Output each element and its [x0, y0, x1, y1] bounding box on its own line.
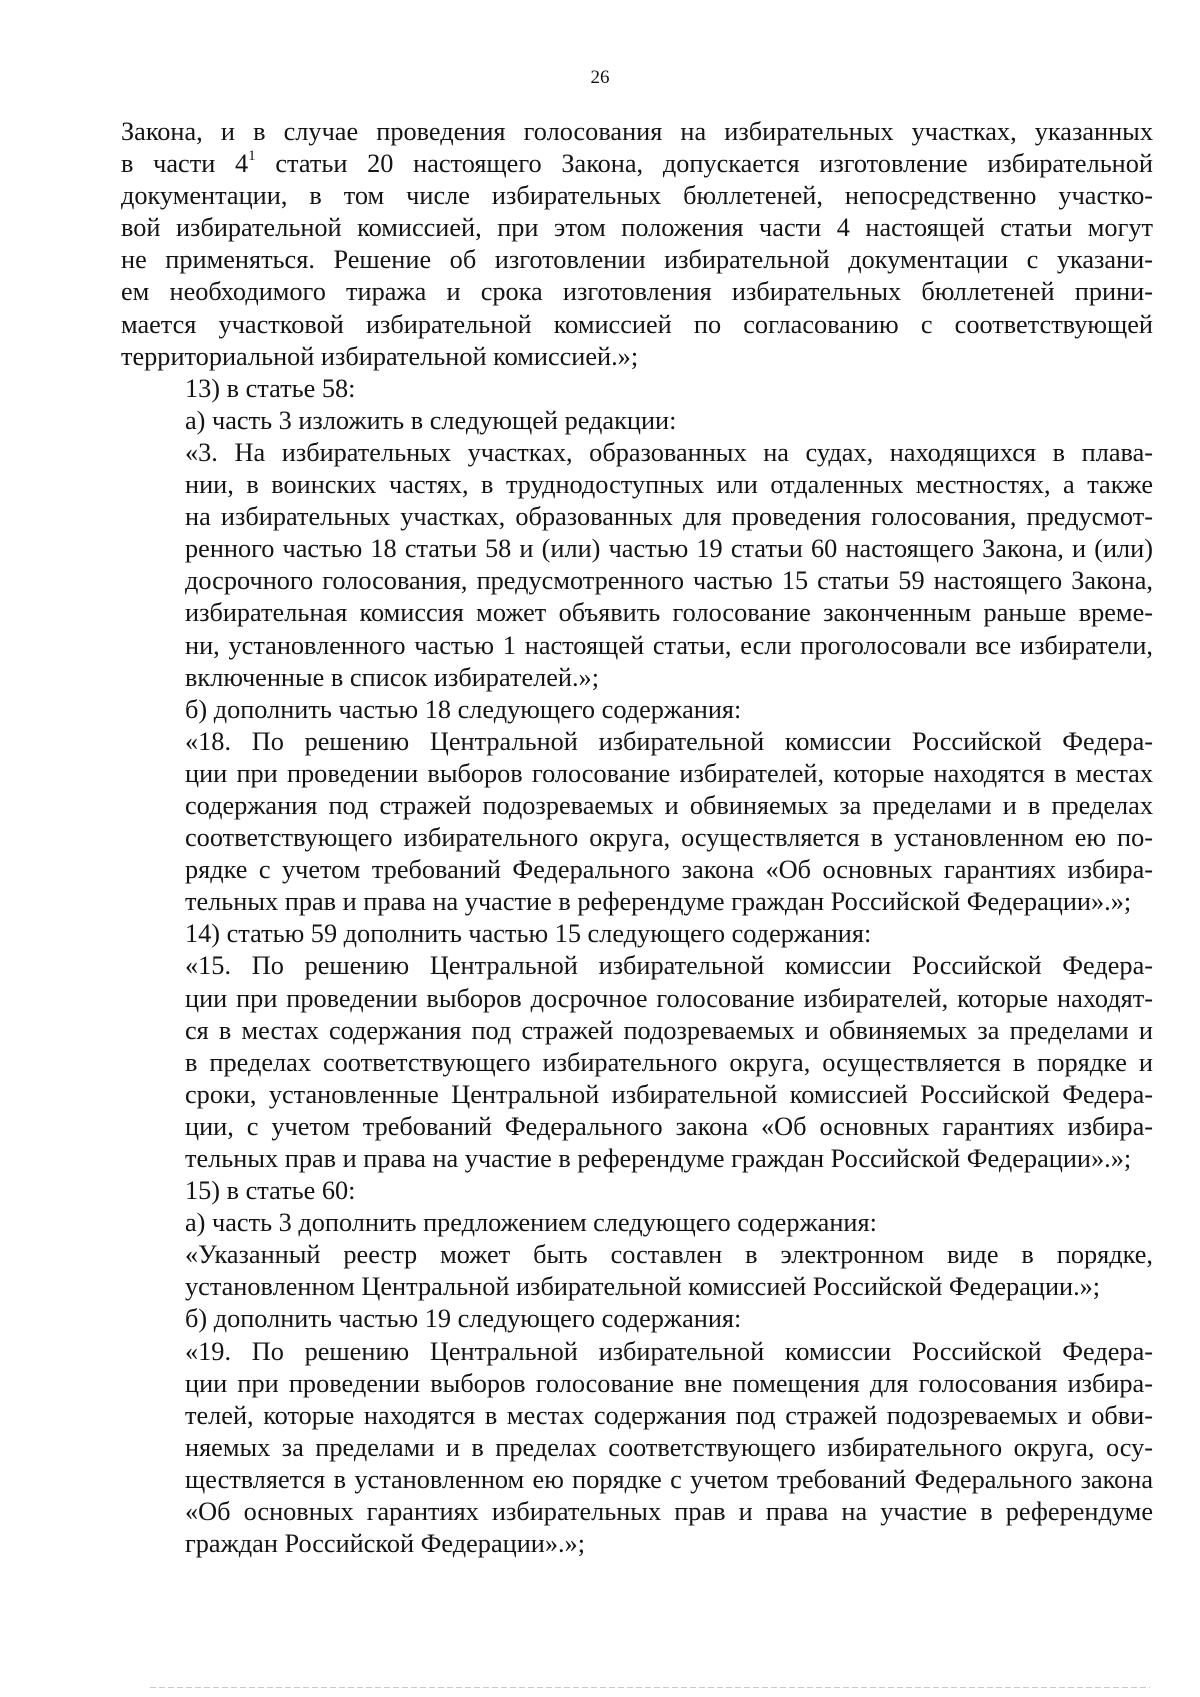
text-line: тельных прав и права на участие в референдуме граждан Российской Федерации».»;	[185, 1144, 1132, 1173]
paragraph-continuation	[121, 116, 1153, 373]
text-line: тельных прав и права на участие в референдуме граждан Российской Федерации».»;	[185, 887, 1132, 917]
text-fragment: статьи 20 настоящего Закона, допускается изготовление избирательной	[275, 149, 1153, 179]
text-line: на избирательных участках, образованных для проведения голосования, предусмот-	[185, 502, 1153, 532]
text-line: избирательная комиссия может объявить голосование законченным раньше време-	[185, 598, 1153, 628]
text-line: сроки, установленные Центральной избирательной комиссией Российской Федера-	[185, 1079, 1153, 1109]
text-line: телей, которые находятся в местах содержания под стражей подозреваемых и обви-	[185, 1400, 1153, 1430]
superscript: 1	[248, 148, 256, 165]
text-fragment: в части 4	[121, 149, 249, 179]
text-line: б) дополнить частью 18 следующего содержания:	[185, 694, 742, 724]
text-line: мается участковой избирательной комиссией по согласованию с соответствующей	[121, 309, 1153, 339]
text-line: б) дополнить частью 19 следующего содержания:	[185, 1304, 742, 1334]
text-line: а) часть 3 изложить в следующей редакции:	[185, 405, 677, 435]
text-line: нии, в воинских частях, в труднодоступных или отдаленных местностях, а также	[185, 470, 1153, 500]
text-line: рядке с учетом требований Федерального закона «Об основных гарантиях избира-	[185, 855, 1153, 885]
text-line: в пределах соответствующего избирательного округа, осуществляется в порядке и	[185, 1047, 1153, 1077]
item-15a-heading	[121, 1207, 1153, 1239]
text-line: документации, в том числе избирательных бюллетеней, непосредственно участко-	[121, 181, 1153, 211]
item-15-heading	[121, 1175, 1153, 1207]
text-line: установленном Центральной избирательной комиссией Российской Федерации.»;	[185, 1272, 1101, 1302]
text-line: 15) в статье 60:	[185, 1176, 356, 1206]
text-line: ции при проведении выборов голосование вне помещения для голосования избира-	[185, 1368, 1153, 1398]
text-line: а) часть 3 дополнить предложением следующего содержания:	[185, 1208, 877, 1238]
text-line: «18. По решению Центральной избирательной комиссии Российской Федера-	[185, 726, 1153, 756]
item-15b-heading	[121, 1303, 1153, 1335]
text-line: содержания под стражей подозреваемых и обвиняемых за пределами и в пределах	[185, 790, 1153, 820]
quoted-part-3	[121, 437, 1153, 694]
text-line: ществляется в установленном ею порядке с учетом требований Федерального закона	[185, 1464, 1153, 1494]
text-line: ни, установленного частью 1 настоящей статьи, если проголосовали все избиратели,	[185, 630, 1153, 660]
item-13b-heading	[121, 694, 1153, 726]
text-line: 13) в статье 58:	[185, 373, 356, 403]
text-line: ренного частью 18 статьи 58 и (или) частью 19 статьи 60 настоящего Закона, и (или)	[185, 534, 1153, 564]
text-line: няемых за пределами и в пределах соответствующего избирательного округа, осу-	[185, 1432, 1153, 1462]
text-line: 14) статью 59 дополнить частью 15 следующего содержания:	[185, 919, 872, 949]
text-line: ции при проведении выборов досрочное голосование избирателей, которые находят-	[185, 983, 1153, 1013]
page-number: 26	[590, 67, 610, 88]
text-line: соответствующего избирательного округа, осуществляется в установленном ею по-	[185, 823, 1153, 853]
document-body	[121, 116, 1153, 1560]
quoted-registry-sentence	[121, 1239, 1153, 1303]
text-line: территориальной избирательной комиссией.»;	[121, 341, 639, 371]
text-line: досрочного голосования, предусмотренного частью 15 статьи 59 настоящего Закона,	[185, 566, 1153, 596]
text-line: ции, с учетом требований Федерального закона «Об основных гарантиях избира-	[185, 1111, 1153, 1141]
text-line	[121, 148, 1153, 180]
text-line: вой избирательной комиссией, при этом положения части 4 настоящей статьи могут	[121, 213, 1153, 243]
text-line: не применяться. Решение об изготовлении избирательной документации с указани-	[121, 245, 1153, 275]
text-line: граждан Российской Федерации».»;	[185, 1529, 586, 1559]
item-13-heading	[121, 373, 1153, 405]
quoted-part-19	[121, 1336, 1153, 1561]
quoted-part-15	[121, 950, 1153, 1175]
text-line: ся в местах содержания под стражей подозреваемых и обвиняемых за пределами и	[185, 1015, 1153, 1045]
scan-edge-line	[150, 1687, 1150, 1688]
text-line: «3. На избирательных участках, образованных на судах, находящихся в плава-	[185, 437, 1153, 467]
text-line: Закона, и в случае проведения голосования на избирательных участках, указанных	[121, 117, 1153, 146]
text-line: ем необходимого тиража и срока изготовления избирательных бюллетеней прини-	[121, 277, 1153, 307]
quoted-part-18	[121, 726, 1153, 919]
text-line: «19. По решению Центральной избирательной комиссии Российской Федера-	[185, 1336, 1153, 1366]
text-line: «Об основных гарантиях избирательных прав и права на участие в референдуме	[185, 1497, 1153, 1527]
text-line: включенные в список избирателей.»;	[185, 662, 600, 692]
item-14-heading	[121, 918, 1153, 950]
text-line: «15. По решению Центральной избирательной комиссии Российской Федера-	[185, 951, 1153, 981]
text-line: «Указанный реестр может быть составлен в электронном виде в порядке,	[185, 1240, 1153, 1270]
item-13a-heading	[121, 405, 1153, 437]
text-line: ции при проведении выборов голосование избирателей, которые находятся в местах	[185, 758, 1153, 788]
